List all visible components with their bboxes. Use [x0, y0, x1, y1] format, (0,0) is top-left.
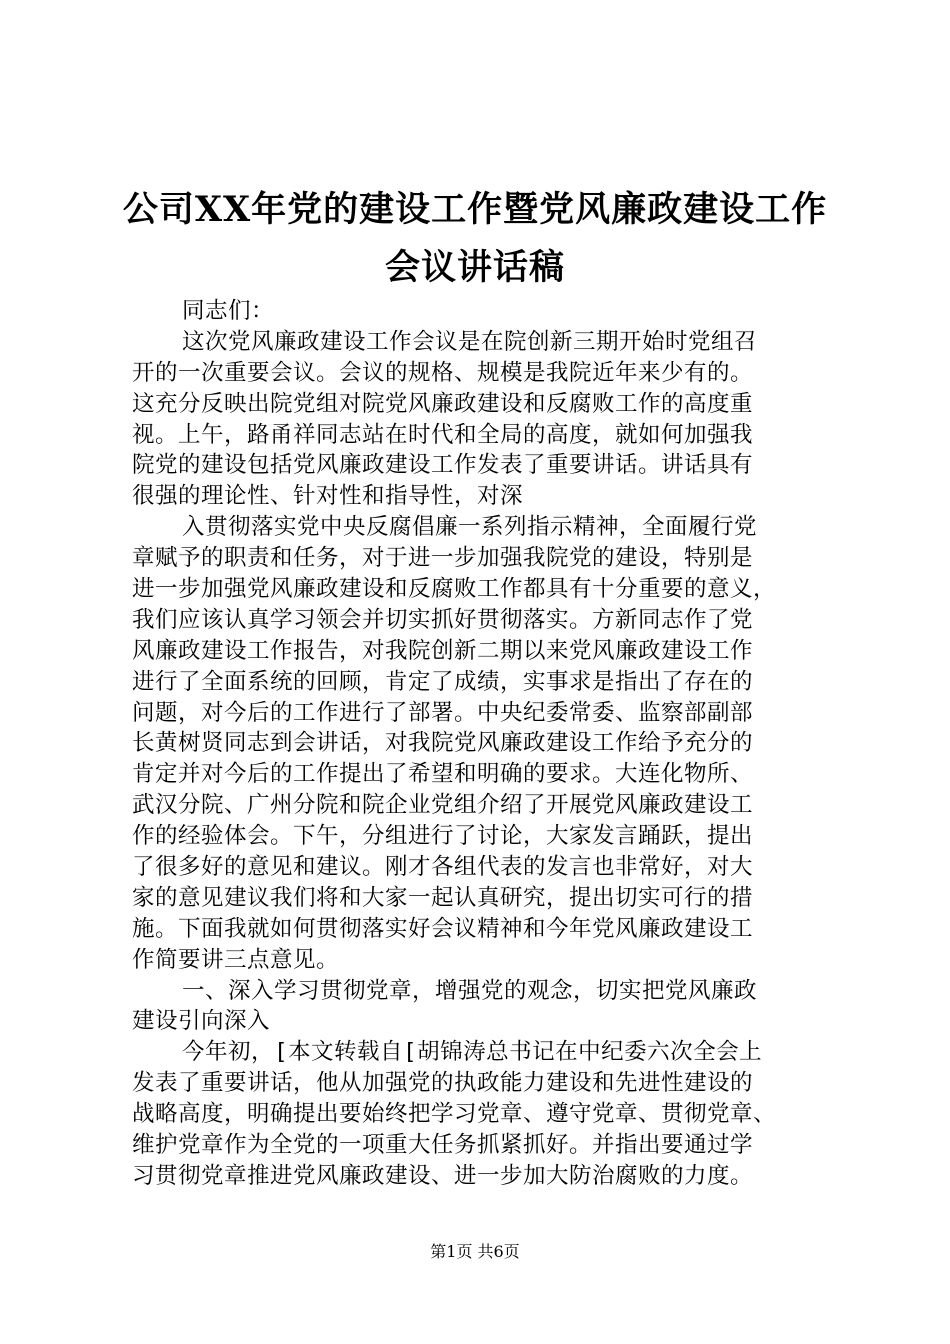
paragraph-line: 发表了重要讲话，他从加强党的执政能力建设和先进性建设的	[132, 1070, 754, 1097]
salutation: 同志们：	[182, 298, 275, 324]
paragraph-line: 进一步加强党风廉政建设和反腐败工作都具有十分重要的意义，	[132, 576, 777, 603]
paragraph-line: 很强的理论性、针对性和指导性，对深	[132, 483, 524, 510]
document-body	[132, 296, 832, 1192]
paragraph-line: 施。下面我就如何贯彻落实好会议精神和今年党风廉政建设工	[132, 915, 754, 942]
paragraph-line: 视。上午，路甬祥同志站在时代和全局的高度，就如何加强我	[132, 421, 754, 448]
paragraph-line: 家的意见建议我们将和大家一起认真研究，提出切实可行的措	[132, 884, 754, 911]
paragraph-line: 作简要讲三点意见。	[132, 946, 340, 973]
paragraph-line: 作的经验体会。下午，分组进行了讨论，大家发言踊跃，提出	[132, 823, 754, 850]
paragraph-line: 院党的建设包括党风廉政建设工作发表了重要讲话。讲话具有	[132, 452, 754, 479]
paragraph-line: 我们应该认真学习领会并切实抓好贯彻落实。方新同志作了党	[132, 606, 754, 633]
paragraph-line: 风廉政建设工作报告，对我院创新二期以来党风廉政建设工作	[132, 637, 754, 664]
paragraph-line: 进行了全面系统的回顾，肯定了成绩，实事求是指出了存在的	[132, 668, 754, 695]
document-title-line-2: 会议讲话稿	[384, 247, 565, 288]
document-title-line-1: 公司XX年党的建设工作暨党风廉政建设工作	[122, 189, 828, 230]
paragraph-line: 长黄树贤同志到会讲话，对我院党风廉政建设工作给予充分的	[132, 730, 754, 757]
paragraph-line: 战略高度，明确提出要始终把学习党章、遵守党章、贯彻党章、	[132, 1101, 777, 1128]
paragraph-line: 章赋予的职责和任务，对于进一步加强我院党的建设，特别是	[132, 545, 754, 572]
paragraph-line: 这充分反映出院党组对院党风廉政建设和反腐败工作的高度重	[132, 390, 754, 417]
section-heading-line: 一、深入学习贯彻党章，增强党的观念，切实把党风廉政	[182, 977, 758, 1004]
paragraph-line: 问题，对今后的工作进行了部署。中央纪委常委、监察部副部	[132, 699, 754, 726]
page-footer: 第1页 共6页	[430, 1242, 520, 1261]
paragraph-line: 开的一次重要会议。会议的规格、规模是我院近年来少有的。	[132, 359, 754, 386]
paragraph-line: 入贯彻落实党中央反腐倡廉一系列指示精神，全面履行党	[182, 514, 758, 541]
paragraph-line: 这次党风廉政建设工作会议是在院创新三期开始时党组召	[182, 328, 758, 355]
paragraph-line: 肯定并对今后的工作提出了希望和明确的要求。大连化物所、	[132, 761, 754, 788]
paragraph-line: 习贯彻党章推进党风廉政建设、进一步加大防治腐败的力度。	[132, 1162, 754, 1189]
paragraph-line: 武汉分院、广州分院和院企业党组介绍了开展党风廉政建设工	[132, 792, 754, 819]
paragraph-line: 维护党章作为全党的一项重大任务抓紧抓好。并指出要通过学	[132, 1132, 754, 1159]
paragraph-line: 了很多好的意见和建议。刚才各组代表的发言也非常好，对大	[132, 854, 754, 881]
section-heading-line: 建设引向深入	[132, 1008, 271, 1035]
paragraph-line: 今年初，[本文转载自[胡锦涛总书记在中纪委六次全会上	[182, 1039, 763, 1066]
